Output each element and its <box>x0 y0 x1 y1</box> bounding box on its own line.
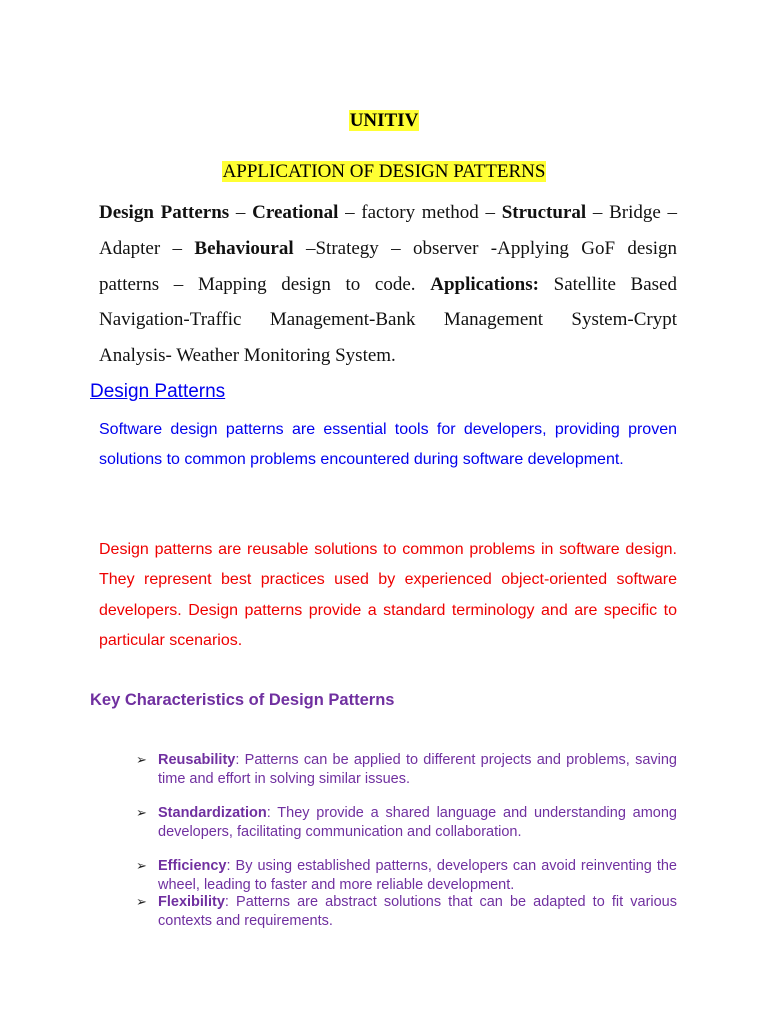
syllabus-text: – Bridge – Adapter – <box>99 202 678 259</box>
bullet-term: Efficiency <box>158 858 227 874</box>
list-item-efficiency <box>136 857 677 894</box>
bullet-description: : They provide a shared language and understanding among developers, facilitating communication and collaboration. <box>158 805 677 840</box>
bullet-term: Reusability <box>158 752 236 768</box>
section-heading-design-patterns: Design Patterns <box>90 381 226 402</box>
syllabus-text: – factory method – <box>338 202 502 223</box>
bullet-description: : Patterns can be applied to different projects and problems, saving time and effort in solving similar issues. <box>158 752 677 787</box>
syllabus-term-creational-initial: C <box>252 202 266 223</box>
right-arrow-bullet-icon: ➢ <box>136 858 147 873</box>
bullet-description: : By using established patterns, developers can avoid reinventing the wheel, leading to faster and more reliable development. <box>158 858 677 893</box>
syllabus-term-creational: reational <box>265 202 339 223</box>
key-characteristics-heading: Key Characteristics of Design Patterns <box>90 691 395 709</box>
syllabus-text: Satellite Based Navigation-Traffic Management-Bank Management System-Crypt Analysis- Weather Monitoring System. <box>99 273 677 367</box>
syllabus-term-design-patterns: Design Patterns <box>99 202 230 223</box>
right-arrow-bullet-icon: ➢ <box>136 752 147 767</box>
intro-paragraph: Software design patterns are essential tools for developers, providing proven solutions to common problems encountered during software development. <box>99 421 677 469</box>
syllabus-term-applications: Applications: <box>430 273 539 295</box>
bullet-term: Flexibility <box>158 894 225 910</box>
main-title <box>0 161 768 183</box>
right-arrow-bullet-icon: ➢ <box>136 805 147 820</box>
list-item-reusability <box>136 751 677 788</box>
list-item-flexibility <box>136 893 677 930</box>
bullet-description: : Patterns are abstract solutions that can be adapted to fit various contexts and requirements. <box>158 894 677 929</box>
syllabus-text: – <box>229 202 253 223</box>
syllabus-text: –Strategy – observer -Applying GoF design patterns – Mapping design to code. <box>99 237 677 295</box>
syllabus-paragraph <box>99 195 677 374</box>
main-title-text: APPLICATION OF DESIGN PATTERNS <box>222 161 546 182</box>
definition-paragraph: Design patterns are reusable solutions to common problems in software design. They represent best practices used by experienced object-oriented software developers. Design patterns provide a standard terminology and are specific to particular scenarios. <box>99 541 677 649</box>
unit-title <box>0 110 768 132</box>
unit-title-text: UNITIV <box>349 110 419 131</box>
syllabus-term-behavioural: Behavioural <box>194 237 294 259</box>
bullet-term: Standardization <box>158 805 267 821</box>
list-item-standardization <box>136 804 677 841</box>
right-arrow-bullet-icon: ➢ <box>136 894 147 909</box>
syllabus-term-structural: Structural <box>501 202 587 223</box>
